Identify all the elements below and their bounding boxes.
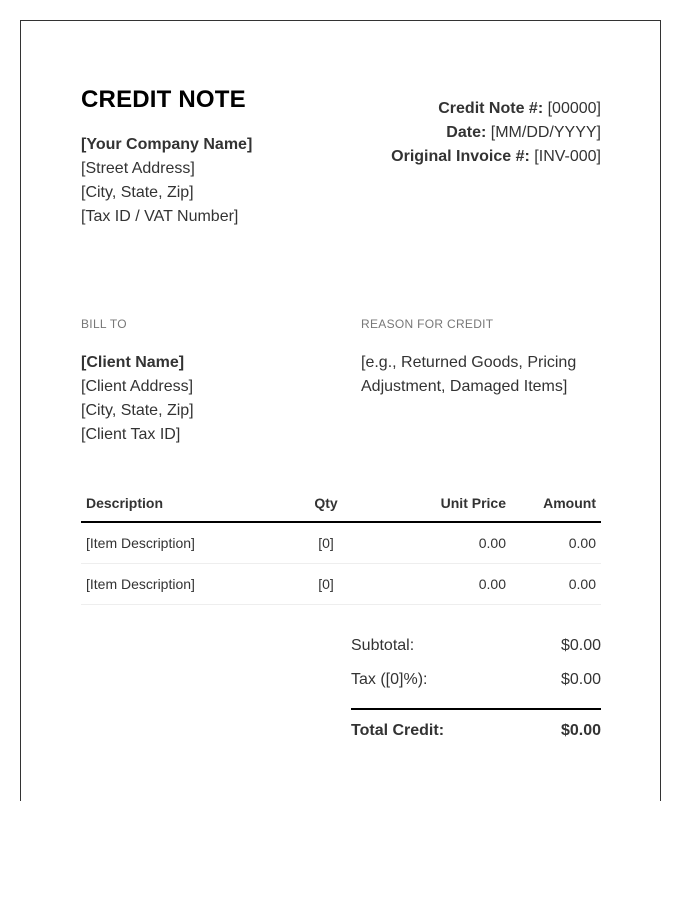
document-meta	[391, 97, 601, 169]
column-header-amount: Amount	[511, 485, 601, 522]
subtotal-row	[351, 629, 601, 663]
document-title: CREDIT NOTE	[81, 86, 246, 113]
item-amount: 0.00	[511, 564, 601, 605]
original-invoice-label: Original Invoice #:	[391, 148, 530, 165]
subtotal-value: $0.00	[560, 637, 601, 654]
date-value: [MM/DD/YYYY]	[490, 124, 601, 141]
item-unit-price: 0.00	[361, 564, 511, 605]
total-credit-row	[351, 710, 601, 752]
reason-text: [e.g., Returned Goods, Pricing Adjustment, Damaged Items]	[361, 354, 577, 395]
company-name: [Your Company Name]	[81, 136, 253, 153]
credit-note-page	[20, 20, 661, 801]
tax-row	[351, 663, 601, 697]
table-row	[81, 522, 601, 564]
company-block	[81, 133, 252, 229]
column-header-qty: Qty	[291, 485, 361, 522]
parties-section	[81, 317, 601, 447]
item-amount: 0.00	[511, 522, 601, 564]
client-city: [City, State, Zip]	[81, 402, 194, 419]
tax-value: $0.00	[560, 671, 601, 688]
line-items-table	[81, 485, 601, 605]
column-header-description: Description	[81, 485, 291, 522]
tax-label: Tax ([0]%):	[351, 671, 428, 688]
client-name: [Client Name]	[81, 354, 185, 371]
total-credit-value: $0.00	[560, 722, 601, 739]
table-row	[81, 564, 601, 605]
bill-to-details	[81, 351, 321, 447]
document-header	[81, 81, 601, 241]
date-line	[391, 121, 601, 145]
company-city: [City, State, Zip]	[81, 184, 194, 201]
totals-block	[351, 629, 601, 752]
table-header-row	[81, 485, 601, 522]
document-content	[81, 81, 601, 739]
client-address: [Client Address]	[81, 378, 194, 395]
item-description: [Item Description]	[81, 522, 291, 564]
company-street: [Street Address]	[81, 160, 195, 177]
item-qty: [0]	[291, 564, 361, 605]
original-invoice-line	[391, 145, 601, 169]
credit-note-number-label: Credit Note #:	[438, 100, 544, 117]
client-tax-id: [Client Tax ID]	[81, 426, 181, 443]
reason-label: REASON FOR CREDIT	[361, 317, 494, 331]
subtotal-label: Subtotal:	[351, 637, 415, 654]
date-label: Date:	[446, 124, 487, 141]
item-description: [Item Description]	[81, 564, 291, 605]
credit-note-number-value: [00000]	[547, 100, 601, 117]
bill-to-block	[81, 317, 321, 447]
reason-block	[361, 317, 601, 399]
column-header-unit-price: Unit Price	[361, 485, 511, 522]
item-qty: [0]	[291, 522, 361, 564]
bill-to-label: BILL TO	[81, 317, 127, 331]
credit-note-number-line	[391, 97, 601, 121]
company-tax-id: [Tax ID / VAT Number]	[81, 208, 239, 225]
item-unit-price: 0.00	[361, 522, 511, 564]
original-invoice-value: [INV-000]	[534, 148, 601, 165]
total-credit-label: Total Credit:	[351, 722, 445, 739]
